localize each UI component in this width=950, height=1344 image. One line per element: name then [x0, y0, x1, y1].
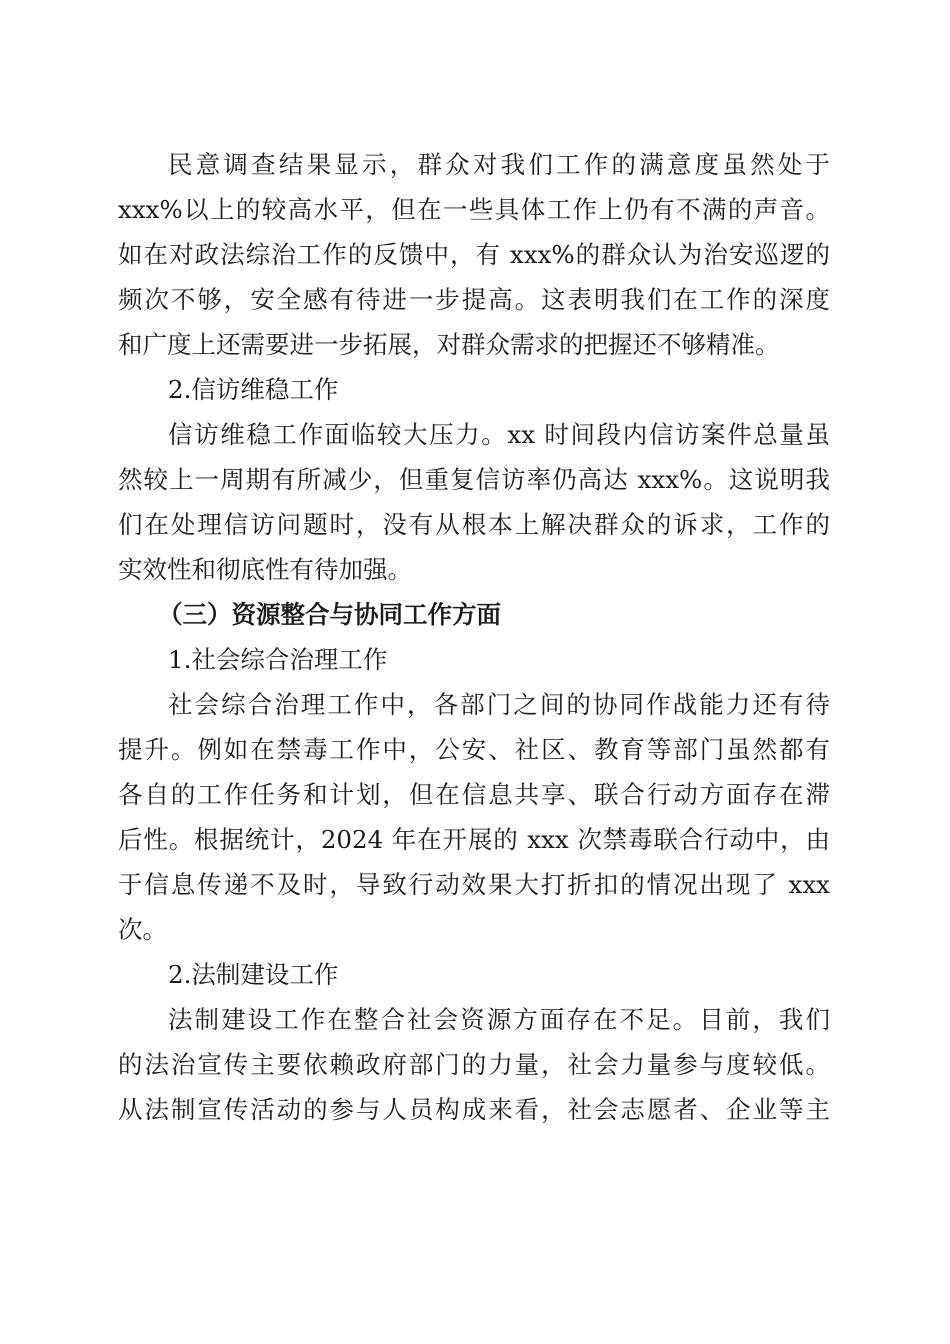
- paragraph-legal-construction: [118, 997, 830, 1132]
- text-line: 和广度上还需要进一步拓展，对群众需求的把握还不够精准。: [118, 330, 780, 359]
- text-line: 们在处理信访问题时，没有从根本上解决群众的诉求，工作的: [118, 510, 830, 539]
- subheading-social-governance: 1.社会综合治理工作: [168, 645, 388, 674]
- text-line: 后性。根据统计，2024 年在开展的 xxx 次禁毒联合行动中，由: [118, 825, 830, 854]
- text-line: 的法治宣传主要依赖政府部门的力量，社会力量参与度较低。: [118, 1050, 830, 1079]
- text-line: 民意调查结果显示，群众对我们工作的满意度虽然处于: [168, 150, 830, 179]
- paragraph-petition-pressure: [118, 412, 830, 592]
- text-line: 从法制宣传活动的参与人员构成来看，社会志愿者、企业等主: [118, 1095, 830, 1124]
- text-line: 社会综合治理工作中，各部门之间的协同作战能力还有待: [168, 690, 830, 719]
- paragraph-social-governance: [118, 682, 830, 952]
- text-line: 次。: [118, 915, 167, 944]
- text-line: 提升。例如在禁毒工作中，公安、社区、教育等部门虽然都有: [118, 735, 830, 764]
- subheading-petition-work: 2.信访维稳工作: [168, 375, 339, 404]
- text-line: xxx%以上的较高水平，但在一些具体工作上仍有不满的声音。: [118, 195, 830, 224]
- text-line: 信访维稳工作面临较大压力。xx 时间段内信访案件总量虽: [168, 420, 830, 449]
- section-heading-resource-integration: （三）资源整合与协同工作方面: [158, 600, 501, 629]
- text-line: 然较上一周期有所减少，但重复信访率仍高达 xxx%。这说明我: [118, 465, 830, 494]
- text-line: 各自的工作任务和计划，但在信息共享、联合行动方面存在滞: [118, 780, 830, 809]
- text-line: 法制建设工作在整合社会资源方面存在不足。目前，我们: [168, 1005, 830, 1034]
- text-line: 实效性和彻底性有待加强。: [118, 555, 412, 584]
- subheading-legal-construction: 2.法制建设工作: [168, 960, 339, 989]
- document-page: [118, 142, 830, 1132]
- text-line: 如在对政法综治工作的反馈中，有 xxx%的群众认为治安巡逻的: [118, 240, 830, 269]
- text-line: 于信息传递不及时，导致行动效果大打折扣的情况出现了 xxx: [118, 870, 830, 899]
- text-line: 频次不够，安全感有待进一步提高。这表明我们在工作的深度: [118, 285, 830, 314]
- paragraph-satisfaction-survey: [118, 142, 830, 367]
